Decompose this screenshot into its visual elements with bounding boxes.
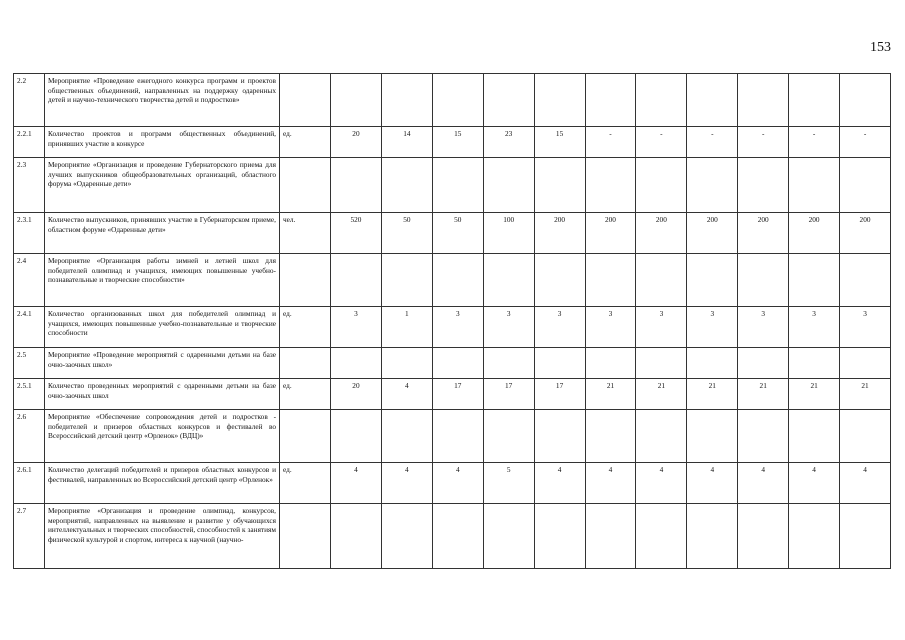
row-value-cell — [483, 504, 534, 569]
row-value-cell: 200 — [534, 213, 585, 254]
row-value-cell — [636, 158, 687, 213]
row-value-cell: 3 — [840, 307, 891, 348]
row-value-cell — [840, 348, 891, 379]
row-unit-cell — [280, 74, 331, 127]
row-value-cell: 4 — [687, 463, 738, 504]
row-value-cell — [585, 254, 636, 307]
row-value-cell — [331, 348, 382, 379]
row-value-cell: - — [687, 127, 738, 158]
row-number-cell: 2.2 — [14, 74, 45, 127]
row-description-cell: Мероприятие «Организация и проведение Губернаторского приема для лучших выпускников общеобразовательных организаций, областного форума «Одаренные дети» — [45, 158, 280, 213]
row-value-cell: 3 — [534, 307, 585, 348]
row-number-cell: 2.3.1 — [14, 213, 45, 254]
row-value-cell — [738, 504, 789, 569]
row-value-cell: - — [738, 127, 789, 158]
row-value-cell — [840, 254, 891, 307]
row-number-cell: 2.5.1 — [14, 379, 45, 410]
row-value-cell — [789, 158, 840, 213]
row-number-cell: 2.2.1 — [14, 127, 45, 158]
row-value-cell: 4 — [789, 463, 840, 504]
row-value-cell — [381, 410, 432, 463]
indicator-table — [13, 73, 891, 569]
row-value-cell — [585, 504, 636, 569]
row-value-cell — [687, 158, 738, 213]
row-value-cell — [483, 158, 534, 213]
row-value-cell: 3 — [636, 307, 687, 348]
row-value-cell — [687, 410, 738, 463]
row-value-cell — [840, 504, 891, 569]
row-description-cell: Мероприятие «Организация работы зимней и летней школ для победителей олимпиад и учащихся, имеющих повышенные учебно-познавательные и творческие способности» — [45, 254, 280, 307]
row-value-cell — [432, 158, 483, 213]
row-value-cell: 200 — [636, 213, 687, 254]
row-value-cell — [789, 504, 840, 569]
row-value-cell: 21 — [738, 379, 789, 410]
row-value-cell: 15 — [432, 127, 483, 158]
table-row — [14, 504, 891, 569]
row-value-cell — [331, 504, 382, 569]
row-value-cell — [432, 348, 483, 379]
row-description-cell: Количество делегаций победителей и призеров областных конкурсов и фестивалей, направленных во Всероссийский детский центр «Орленок» — [45, 463, 280, 504]
row-value-cell — [738, 74, 789, 127]
row-value-cell — [738, 410, 789, 463]
row-value-cell — [331, 74, 382, 127]
row-value-cell: 3 — [687, 307, 738, 348]
row-value-cell: 200 — [840, 213, 891, 254]
row-value-cell: 200 — [738, 213, 789, 254]
row-value-cell — [585, 348, 636, 379]
row-value-cell: 14 — [381, 127, 432, 158]
row-value-cell — [840, 158, 891, 213]
row-unit-cell: ед. — [280, 379, 331, 410]
row-value-cell: 20 — [331, 379, 382, 410]
row-value-cell: 20 — [331, 127, 382, 158]
row-value-cell — [585, 410, 636, 463]
row-value-cell — [381, 254, 432, 307]
row-description-cell: Количество организованных школ для победителей олимпиад и учащихся, имеющих повышенные учебно-познавательные и творческие способности — [45, 307, 280, 348]
row-value-cell: 3 — [432, 307, 483, 348]
row-value-cell — [483, 410, 534, 463]
row-value-cell: 4 — [585, 463, 636, 504]
row-description-cell: Мероприятие «Проведение ежегодного конкурса программ и проектов общественных объединений, направленных на поддержку одаренных детей и научно-технического творчества детей и подростков» — [45, 74, 280, 127]
row-number-cell: 2.7 — [14, 504, 45, 569]
table-row — [14, 348, 891, 379]
row-unit-cell: ед. — [280, 463, 331, 504]
row-value-cell: 4 — [432, 463, 483, 504]
row-unit-cell — [280, 504, 331, 569]
row-value-cell: 4 — [381, 379, 432, 410]
row-value-cell — [483, 254, 534, 307]
row-value-cell: 200 — [687, 213, 738, 254]
row-description-cell: Количество проектов и программ общественных объединений, принявших участие в конкурсе — [45, 127, 280, 158]
row-value-cell: 17 — [483, 379, 534, 410]
row-unit-cell — [280, 410, 331, 463]
table-row — [14, 254, 891, 307]
row-value-cell — [687, 74, 738, 127]
row-value-cell: 17 — [432, 379, 483, 410]
row-value-cell — [432, 410, 483, 463]
row-value-cell: 21 — [585, 379, 636, 410]
row-value-cell: 100 — [483, 213, 534, 254]
row-value-cell: 21 — [789, 379, 840, 410]
row-value-cell: 21 — [636, 379, 687, 410]
row-value-cell: 4 — [534, 463, 585, 504]
row-value-cell: 200 — [789, 213, 840, 254]
row-value-cell — [738, 158, 789, 213]
table-row — [14, 213, 891, 254]
table-row — [14, 379, 891, 410]
table-row — [14, 307, 891, 348]
row-value-cell — [636, 254, 687, 307]
row-unit-cell: чел. — [280, 213, 331, 254]
row-value-cell: 50 — [381, 213, 432, 254]
row-value-cell — [687, 254, 738, 307]
row-value-cell — [789, 74, 840, 127]
row-value-cell — [483, 348, 534, 379]
row-unit-cell — [280, 254, 331, 307]
row-value-cell — [381, 504, 432, 569]
page-number: 153 — [870, 40, 891, 55]
row-value-cell: 1 — [381, 307, 432, 348]
row-value-cell — [331, 254, 382, 307]
row-value-cell — [840, 410, 891, 463]
table-row — [14, 74, 891, 127]
row-value-cell — [636, 504, 687, 569]
row-unit-cell — [280, 348, 331, 379]
row-unit-cell — [280, 158, 331, 213]
row-description-cell: Мероприятие «Проведение мероприятий с одаренными детьми на базе очно-заочных школ» — [45, 348, 280, 379]
row-unit-cell: ед. — [280, 307, 331, 348]
table-row — [14, 410, 891, 463]
row-value-cell: - — [636, 127, 687, 158]
row-description-cell: Мероприятие «Обеспечение сопровождения детей и подростков - победителей и призеров областных конкурсов и фестивалей во Всероссийский детский центр «Орленок» (ВДЦ)» — [45, 410, 280, 463]
row-value-cell: 15 — [534, 127, 585, 158]
row-value-cell — [687, 348, 738, 379]
row-value-cell: 3 — [738, 307, 789, 348]
row-description-cell: Количество выпускников, принявших участие в Губернаторском приеме, областном форуме «Одаренные дети» — [45, 213, 280, 254]
row-value-cell: 21 — [687, 379, 738, 410]
row-value-cell — [789, 410, 840, 463]
row-value-cell — [636, 348, 687, 379]
row-value-cell: 4 — [840, 463, 891, 504]
row-value-cell — [636, 74, 687, 127]
row-description-cell: Мероприятие «Организация и проведение олимпиад, конкурсов, мероприятий, направленных на выявление и развитие у обучающихся интеллектуальных и творческих способностей, способностей к занятиям физической культурой и спортом, интереса к научной (научно- — [45, 504, 280, 569]
row-value-cell: 200 — [585, 213, 636, 254]
row-value-cell — [585, 74, 636, 127]
row-number-cell: 2.6.1 — [14, 463, 45, 504]
row-value-cell — [381, 158, 432, 213]
table-row — [14, 158, 891, 213]
row-number-cell: 2.6 — [14, 410, 45, 463]
row-value-cell — [789, 254, 840, 307]
row-value-cell: 520 — [331, 213, 382, 254]
row-value-cell: 4 — [636, 463, 687, 504]
row-value-cell — [432, 504, 483, 569]
row-value-cell: - — [840, 127, 891, 158]
row-number-cell: 2.4.1 — [14, 307, 45, 348]
table-row — [14, 463, 891, 504]
row-number-cell: 2.4 — [14, 254, 45, 307]
row-value-cell — [636, 410, 687, 463]
row-value-cell — [381, 74, 432, 127]
row-value-cell: 4 — [381, 463, 432, 504]
row-value-cell — [687, 504, 738, 569]
row-value-cell — [534, 254, 585, 307]
row-value-cell — [585, 158, 636, 213]
row-value-cell: 3 — [585, 307, 636, 348]
row-value-cell: 4 — [738, 463, 789, 504]
row-value-cell — [331, 410, 382, 463]
row-value-cell — [738, 348, 789, 379]
row-value-cell — [483, 74, 534, 127]
row-value-cell — [840, 74, 891, 127]
row-value-cell: 17 — [534, 379, 585, 410]
row-value-cell — [534, 410, 585, 463]
row-value-cell: 21 — [840, 379, 891, 410]
row-value-cell: 4 — [331, 463, 382, 504]
row-value-cell — [534, 504, 585, 569]
row-value-cell: - — [789, 127, 840, 158]
row-value-cell: 23 — [483, 127, 534, 158]
row-unit-cell: ед. — [280, 127, 331, 158]
row-number-cell: 2.5 — [14, 348, 45, 379]
row-value-cell: 3 — [331, 307, 382, 348]
table-row — [14, 127, 891, 158]
row-number-cell: 2.3 — [14, 158, 45, 213]
row-value-cell — [789, 348, 840, 379]
row-value-cell — [738, 254, 789, 307]
row-value-cell — [534, 348, 585, 379]
row-value-cell — [432, 254, 483, 307]
row-value-cell: 5 — [483, 463, 534, 504]
row-value-cell — [381, 348, 432, 379]
row-value-cell — [331, 158, 382, 213]
row-value-cell: 3 — [483, 307, 534, 348]
row-value-cell: - — [585, 127, 636, 158]
row-value-cell — [534, 158, 585, 213]
row-description-cell: Количество проведенных мероприятий с одаренными детьми на базе очно-заочных школ — [45, 379, 280, 410]
row-value-cell — [534, 74, 585, 127]
row-value-cell — [432, 74, 483, 127]
row-value-cell: 3 — [789, 307, 840, 348]
row-value-cell: 50 — [432, 213, 483, 254]
